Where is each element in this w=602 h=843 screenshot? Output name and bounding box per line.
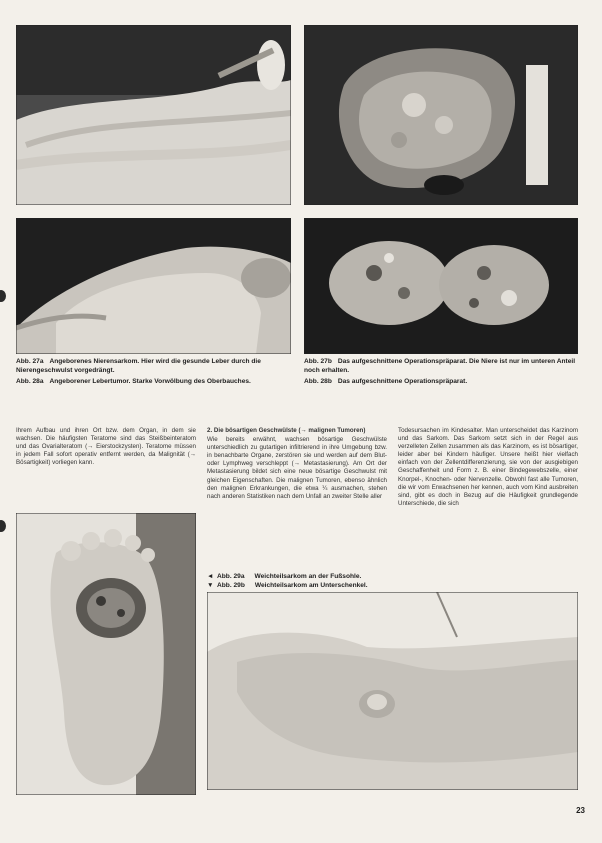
- marker-label: Abb. 29b: [217, 582, 245, 589]
- caption-abb-27b: [304, 357, 578, 375]
- photo-abb-28b: [304, 218, 578, 354]
- caption-text: Angeborenes Nierensarkom. Hier wird die gesunde Leber durch die Nierengeschwulst vorgedrängt.: [16, 358, 261, 374]
- paragraph: Todesursachen im Kindesalter. Man unterscheidet das Karzinom und das Sarkom. Das Sarkom setzt sich in der Regel aus verzelleten Zellen zusammen als das Karzinom, es ist bösartiger, leider aber bei Kindern häufiger. Unsere heißt hier vielfach einfach von der Zellentdifferenzierung, sie von der ausgiebigen Geschaffenheit und Form z. B. einer Bindegewebszelle, einer Knorpel-, Knochen- oder Nervenzelle. Obwohl fast alle Tumoren, die wir vom Erwachsenen her kennen, auch vom Kind ausbreiten sind, gibt es doch in Bezug auf die Häufigkeit grundlegende Unterschiede, die sich: [398, 427, 578, 507]
- caption-text: Das aufgeschnittene Operationspräparat.: [337, 378, 468, 385]
- arrow-down-icon: ▼: [207, 582, 214, 589]
- photo-abb-29b: [207, 592, 578, 790]
- caption-label: Abb. 28a: [16, 378, 44, 385]
- caption-abb-27a: [16, 357, 291, 375]
- photo-abb-27a: [16, 25, 291, 205]
- caption-text: Das aufgeschnittene Operationspräparat. Die Niere ist nur im unteren Anteil noch erhalten.: [304, 358, 576, 374]
- caption-abb-28a: [16, 377, 291, 386]
- binder-hole: [0, 290, 6, 302]
- text-column-1: [16, 427, 196, 467]
- photo-abb-27b: [304, 25, 578, 205]
- text-column-3: [398, 427, 578, 508]
- marker-text: Weichteilsarkom an der Fußsohle.: [254, 573, 362, 580]
- marker-label: Abb. 29a: [217, 573, 245, 580]
- photo-abb-28a: [16, 218, 291, 354]
- binder-hole: [0, 520, 6, 532]
- arrow-left-icon: ◄: [207, 573, 214, 580]
- paragraph: Ihrem Aufbau und ihren Ort bzw. dem Organ, in dem sie wachsen. Die häufigsten Teratome sind das Steißbeinteratom und das Ovarialteratom (→ Eierstockzysten). Teratome müssen in jedem Fall sofort operativ entfernt werden, da Malignität (→ Bösartigkeit) vorliegen kann.: [16, 427, 196, 467]
- caption-text: Angeborener Lebertumor. Starke Vorwölbung des Oberbauches.: [49, 378, 251, 385]
- marker-text: Weichteilsarkom am Unterschenkel.: [254, 582, 368, 589]
- page-number: 23: [576, 806, 585, 815]
- marker-abb-29b: [207, 581, 578, 590]
- text-column-2: [207, 427, 387, 501]
- marker-abb-29a: [207, 572, 578, 581]
- caption-label: Abb. 27a: [16, 358, 44, 365]
- figure-markers: [207, 572, 578, 590]
- caption-abb-28b: [304, 377, 578, 386]
- photo-abb-29a: [16, 513, 196, 795]
- caption-label: Abb. 28b: [304, 378, 332, 385]
- paragraph: Wie bereits erwähnt, wachsen bösartige Geschwülste unterschiedlich zu gutartigen infiltrierend in ihre Umgebung bzw. in benachbarte Organe, zerstören sie und werden auf dem Blut- oder Lymphweg verschleppt (→ Metastasierung). Am Ort der Metastasierung bildet sich eine neue bösartige Geschwulst mit gleichen Eigenschaften. Die malignen Tumoren, ebenso ähnlich den malignen Erkrankungen, die etwa ¼ ausmachen, stehen nach anderen Statistiken nach dem Unfall an zweiter Stelle aller: [207, 436, 387, 500]
- caption-label: Abb. 27b: [304, 358, 332, 365]
- section-heading: 2. Die bösartigen Geschwülste (→ malignen Tumoren): [207, 427, 366, 434]
